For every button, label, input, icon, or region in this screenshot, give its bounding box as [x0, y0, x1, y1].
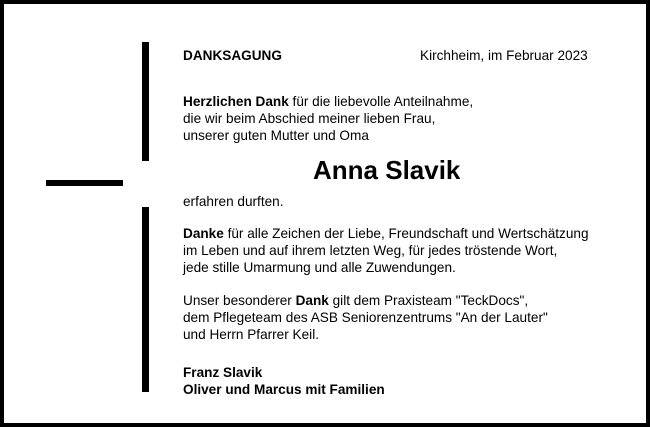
- signature-block: [183, 364, 385, 398]
- signature-line: Franz Slavik: [183, 365, 263, 380]
- thanks-line-1-rest: für die liebevolle Anteilnahme,: [288, 94, 474, 109]
- gratitude-line-2: im Leben und auf ihrem letzten Weg, für jedes tröstende Wort,: [183, 243, 558, 258]
- notice-heading: DANKSAGUNG: [183, 48, 282, 63]
- place-date-line: Kirchheim, im Februar 2023: [420, 48, 588, 63]
- gratitude-bold-lead: Danke: [183, 226, 224, 241]
- deceased-name: Anna Slavik: [313, 155, 461, 185]
- thanks-paragraph: [183, 93, 473, 144]
- thanks-bold-lead: Herzlichen Dank: [183, 94, 289, 109]
- gratitude-line-3: jede stille Umarmung und alle Zuwendungen.: [183, 260, 456, 275]
- special-thanks-pre: Unser besonderer: [183, 293, 296, 308]
- notice-frame: [4, 4, 646, 423]
- cross-horizontal-bar: [46, 180, 123, 186]
- after-name-line: erfahren durften.: [183, 194, 284, 209]
- thanks-line-1: [183, 93, 473, 110]
- special-thanks-line-3: und Herrn Pfarrer Keil.: [183, 327, 319, 342]
- signature-line: Oliver und Marcus mit Familien: [183, 382, 385, 397]
- special-thanks-bold: Dank: [295, 293, 329, 308]
- thanks-line-2: die wir beim Abschied meiner lieben Frau,: [183, 111, 436, 126]
- special-thanks-post: gilt dem Praxisteam "TeckDocs",: [328, 293, 529, 308]
- cross-lower-vertical-bar: [142, 207, 149, 392]
- thanks-line-3: unserer guten Mutter und Oma: [183, 128, 369, 143]
- special-thanks-line-1: [183, 292, 548, 309]
- gratitude-line-1-rest: für alle Zeichen der Liebe, Freundschaft und Wertschätzung: [223, 226, 589, 241]
- special-thanks-line-2: dem Pflegeteam des ASB Seniorenzentrums "An der Lauter": [183, 310, 548, 325]
- gratitude-line-1: [183, 225, 589, 242]
- special-thanks-paragraph: [183, 292, 548, 343]
- cross-upper-vertical-bar: [142, 42, 149, 161]
- gratitude-paragraph: [183, 225, 589, 276]
